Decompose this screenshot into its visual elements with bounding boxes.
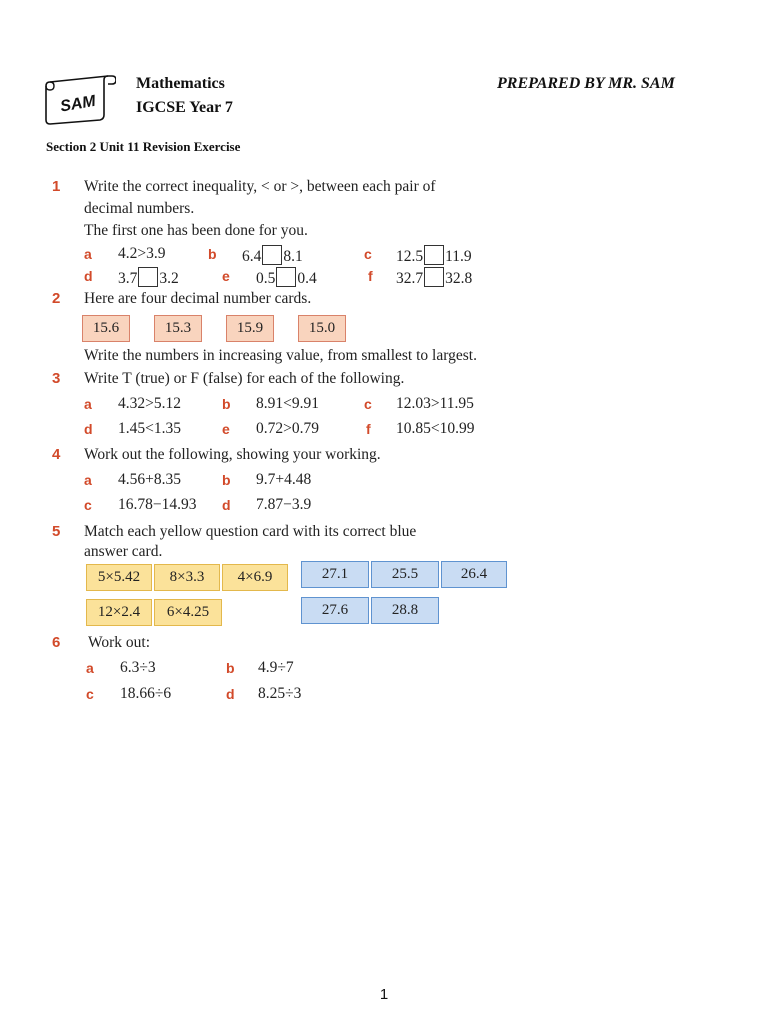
question-number-3: 3 — [52, 370, 61, 387]
question-number-6: 6 — [52, 634, 61, 651]
number-card-4: 15.0 — [298, 315, 346, 342]
q1-label-e: e — [222, 268, 230, 284]
q4-label-d: d — [222, 497, 231, 513]
q1-line1: Write the correct inequality, < or >, between each pair of — [84, 178, 436, 195]
q1-label-d: d — [84, 268, 93, 284]
q4-label-a: a — [84, 472, 92, 488]
q1-expr-a: 4.2>3.9 — [118, 245, 166, 262]
sam-scroll-logo — [42, 72, 116, 126]
q1-label-c: c — [364, 246, 372, 262]
q1-e-answer-box[interactable] — [276, 267, 296, 287]
q1-item-f — [396, 267, 472, 288]
q1-line2: decimal numbers. — [84, 200, 195, 217]
q1-label-b: b — [208, 246, 217, 262]
yellow-card-5[interactable]: 6×4.25 — [154, 599, 222, 626]
q1-label-a: a — [84, 246, 92, 262]
q6-expr-c: 18.66÷6 — [120, 685, 172, 702]
q6-label-b: b — [226, 660, 235, 676]
q1-b-answer-box[interactable] — [262, 245, 282, 265]
q6-label-d: d — [226, 686, 235, 702]
q4-line1: Work out the following, showing your working. — [84, 446, 381, 463]
q3-expr-e: 0.72>0.79 — [256, 420, 319, 437]
q3-expr-a: 4.32>5.12 — [118, 395, 181, 412]
q1-d-right: 3.2 — [159, 270, 179, 287]
blue-card-3[interactable]: 26.4 — [441, 561, 507, 588]
q4-label-c: c — [84, 497, 92, 513]
blue-card-2[interactable]: 25.5 — [371, 561, 439, 588]
q1-e-right: 0.4 — [297, 270, 317, 287]
q1-f-left: 32.7 — [396, 270, 424, 287]
q1-c-left: 12.5 — [396, 248, 424, 265]
q2-line1: Here are four decimal number cards. — [84, 290, 312, 307]
q1-b-right: 8.1 — [283, 248, 303, 265]
exercise-image — [46, 170, 508, 706]
q1-item-d — [118, 267, 179, 288]
q3-label-b: b — [222, 396, 231, 412]
q1-d-answer-box[interactable] — [138, 267, 158, 287]
q4-label-b: b — [222, 472, 231, 488]
q3-label-e: e — [222, 421, 230, 437]
q3-expr-c: 12.03>11.95 — [396, 395, 474, 412]
page-header — [0, 0, 768, 140]
section-title: Section 2 Unit 11 Revision Exercise — [46, 139, 241, 154]
q3-line1: Write T (true) or F (false) for each of the following. — [84, 370, 405, 387]
yellow-card-4[interactable]: 12×2.4 — [86, 599, 152, 626]
q6-expr-a: 6.3÷3 — [120, 659, 156, 676]
q1-item-e — [256, 267, 317, 288]
q3-label-f: f — [366, 421, 371, 437]
q3-expr-d: 1.45<1.35 — [118, 420, 181, 437]
q1-d-left: 3.7 — [118, 270, 138, 287]
q3-expr-f: 10.85<10.99 — [396, 420, 475, 437]
logo-text: SAM — [59, 92, 98, 116]
q4-expr-d: 7.87−3.9 — [256, 496, 312, 513]
q3-expr-b: 8.91<9.91 — [256, 395, 319, 412]
grade-title: IGCSE Year 7 — [136, 99, 233, 116]
q4-expr-c: 16.78−14.93 — [118, 496, 197, 513]
subject-title: Mathematics — [136, 75, 225, 92]
question-number-1: 1 — [52, 178, 61, 195]
q6-expr-b: 4.9÷7 — [258, 659, 294, 676]
question-number-2: 2 — [52, 290, 61, 307]
number-card-2: 15.3 — [154, 315, 202, 342]
q6-expr-d: 8.25÷3 — [258, 685, 302, 702]
q1-item-c — [396, 245, 472, 266]
question-number-4: 4 — [52, 446, 61, 463]
page-number: 1 — [379, 986, 389, 1003]
q6-line1: Work out: — [88, 634, 151, 651]
blue-card-5[interactable]: 28.8 — [371, 597, 439, 624]
number-card-3: 15.9 — [226, 315, 274, 342]
blue-card-4[interactable]: 27.6 — [301, 597, 369, 624]
blue-card-1[interactable]: 27.1 — [301, 561, 369, 588]
q1-f-answer-box[interactable] — [424, 267, 444, 287]
yellow-card-1[interactable]: 5×5.42 — [86, 564, 152, 591]
q5-line1: Match each yellow question card with its correct blue — [84, 523, 417, 540]
q1-item-b — [242, 245, 303, 266]
q1-line3: The first one has been done for you. — [84, 222, 308, 239]
question-number-5: 5 — [52, 523, 61, 540]
q5-line2: answer card. — [84, 543, 163, 560]
q6-label-c: c — [86, 686, 94, 702]
q6-label-a: a — [86, 660, 94, 676]
q4-expr-a: 4.56+8.35 — [118, 471, 181, 488]
q1-label-f: f — [368, 268, 373, 284]
q1-c-right: 11.9 — [445, 248, 472, 265]
yellow-card-3[interactable]: 4×6.9 — [222, 564, 288, 591]
q1-f-right: 32.8 — [445, 270, 473, 287]
prepared-by: PREPARED BY MR. SAM — [497, 75, 675, 92]
number-card-1: 15.6 — [82, 315, 130, 342]
q3-label-d: d — [84, 421, 93, 437]
q4-expr-b: 9.7+4.48 — [256, 471, 312, 488]
q1-b-left: 6.4 — [242, 248, 262, 265]
q3-label-a: a — [84, 396, 92, 412]
q1-e-left: 0.5 — [256, 270, 276, 287]
yellow-card-2[interactable]: 8×3.3 — [154, 564, 220, 591]
q2-line2: Write the numbers in increasing value, from smallest to largest. — [84, 347, 477, 364]
q3-label-c: c — [364, 396, 372, 412]
q1-c-answer-box[interactable] — [424, 245, 444, 265]
